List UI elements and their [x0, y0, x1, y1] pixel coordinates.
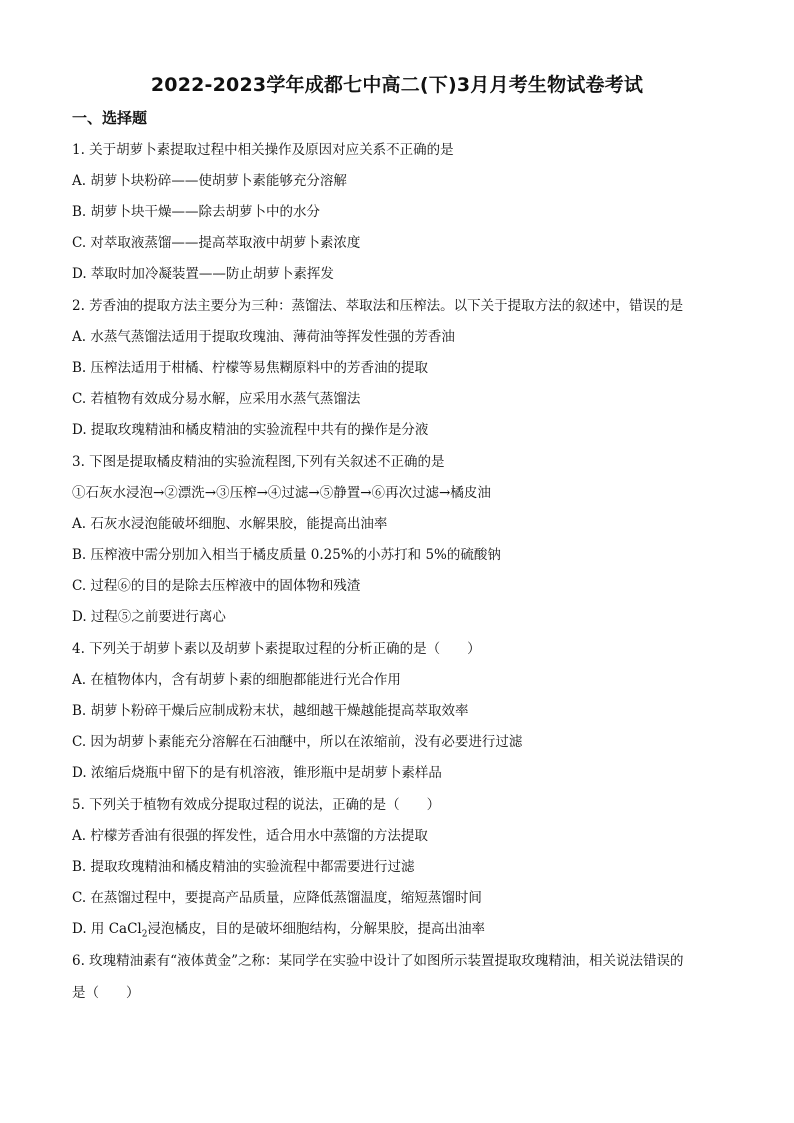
q4-option-d: D. 浓缩后烧瓶中留下的是有机溶液，锥形瓶中是胡萝卜素样品	[72, 765, 442, 781]
q5d-prefix: D. 用 CaCl	[72, 921, 142, 937]
q2-option-d: D. 提取玫瑰精油和橘皮精油的实验流程中共有的操作是分液	[72, 422, 429, 438]
question-1: 1. 关于胡萝卜素提取过程中相关操作及原因对应关系不正确的是	[72, 142, 454, 158]
q5d-subscript: 2	[141, 929, 148, 940]
q2-option-c: C. 若植物有效成分易水解，应采用水蒸气蒸馏法	[72, 391, 361, 407]
q2-option-a: A. 水蒸气蒸馏法适用于提取玫瑰油、薄荷油等挥发性强的芳香油	[72, 329, 455, 345]
q1-option-a: A. 胡萝卜块粉碎——使胡萝卜素能够充分溶解	[72, 173, 347, 189]
q5d-suffix: 浸泡橘皮，目的是破坏细胞结构，分解果胶，提高出油率	[147, 921, 485, 937]
q5-option-d	[72, 919, 732, 945]
q3-option-b: B. 压榨液中需分别加入相当于橘皮质量 0.25%的小苏打和 5%的硫酸钠	[72, 547, 501, 563]
q5-option-c: C. 在蒸馏过程中，要提高产品质量，应降低蒸馏温度，缩短蒸馏时间	[72, 890, 482, 906]
exam-title: 2022-2023学年成都七中高二(下)3月月考生物试卷考试	[150, 74, 644, 96]
q3-option-c: C. 过程⑥的目的是除去压榨液中的固体物和残渣	[72, 578, 361, 594]
q1-option-b: B. 胡萝卜块干燥——除去胡萝卜中的水分	[72, 204, 321, 220]
q4-option-b: B. 胡萝卜粉碎干燥后应制成粉末状，越细越干燥越能提高萃取效率	[72, 703, 469, 719]
question-3: 3. 下图是提取橘皮精油的实验流程图,下列有关叙述不正确的是	[72, 454, 445, 470]
question-4: 4. 下列关于胡萝卜素以及胡萝卜素提取过程的分析正确的是（ ）	[72, 641, 481, 657]
q3-option-d: D. 过程⑤之前要进行离心	[72, 609, 226, 625]
question-2: 2. 芳香油的提取方法主要分为三种：蒸馏法、萃取法和压榨法。以下关于提取方法的叙述中，错误的是	[72, 298, 684, 314]
question-5: 5. 下列关于植物有效成分提取过程的说法，正确的是（ ）	[72, 797, 441, 813]
q3-process-flow: ①石灰水浸泡→②漂洗→③压榨→④过滤→⑤静置→⑥再次过滤→橘皮油	[72, 485, 491, 501]
q2-option-b: B. 压榨法适用于柑橘、柠檬等易焦糊原料中的芳香油的提取	[72, 360, 429, 376]
q5-option-b: B. 提取玫瑰精油和橘皮精油的实验流程中都需要进行过滤	[72, 859, 415, 875]
q5-option-a: A. 柠檬芳香油有很强的挥发性，适合用水中蒸馏的方法提取	[72, 828, 428, 844]
section-heading: 一、选择题	[72, 109, 148, 127]
q1-option-c: C. 对萃取液蒸馏——提高萃取液中胡萝卜素浓度	[72, 235, 361, 251]
q3-option-a: A. 石灰水浸泡能破坏细胞、水解果胶，能提高出油率	[72, 516, 388, 532]
q4-option-c: C. 因为胡萝卜素能充分溶解在石油醚中，所以在浓缩前，没有必要进行过滤	[72, 734, 523, 750]
question-6: 6. 玫瑰精油素有“液体黄金”之称：某同学在实验中设计了如图所示装置提取玫瑰精油，相关说法错误的	[72, 953, 684, 969]
question-6-cont: 是（ ）	[72, 985, 140, 1001]
q1-option-d: D. 萃取时加冷凝装置——防止胡萝卜素挥发	[72, 266, 334, 282]
q4-option-a: A. 在植物体内，含有胡萝卜素的细胞都能进行光合作用	[72, 672, 401, 688]
